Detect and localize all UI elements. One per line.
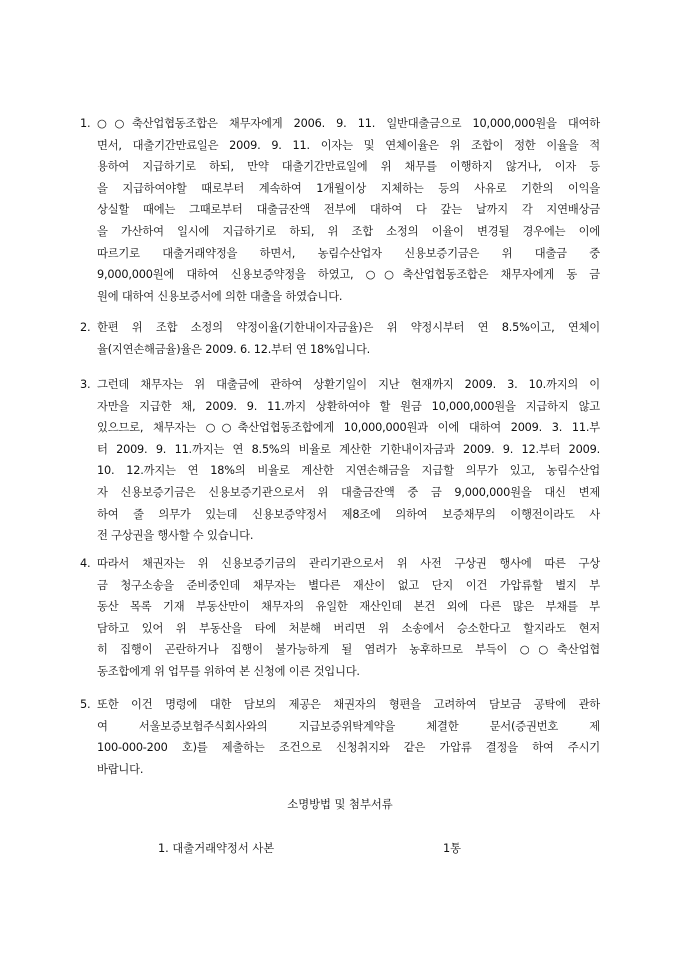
paragraph-line <box>80 374 600 396</box>
paragraph-2 <box>80 317 600 360</box>
paragraph-number: 4. <box>80 557 91 570</box>
paragraph-line: 있으므로, 채무자는 ○○축산업협동조합에게 10,000,000원과 이에 대하여 2009. 3. 11.부 <box>97 421 600 435</box>
paragraph-line: 바랍니다. <box>97 762 144 776</box>
paragraph-text: ○○축산업협동조합은 채무자에게 2006. 9. 11. 일반대출금으로 10,000,000원을 대여하 <box>97 117 600 130</box>
paragraph-line: 자만을 지급한 채, 2009. 9. 11.까지 상환하여야 할 원금 10,000,000원을 지급하지 않고 <box>97 399 600 413</box>
paragraph-text: 또한 이건 명령에 대한 담보의 제공은 채권자의 형편을 고려하여 담보금 공탁에 관하 <box>97 698 600 711</box>
attachment-count: 1통 <box>443 842 462 855</box>
paragraph-1 <box>80 113 600 307</box>
paragraph-line: 여 서울보증보험주식회사와의 지급보증위탁계약을 체결한 문서(증권번호 제 <box>97 719 600 733</box>
paragraph-line: 따르기로 대출거래약정을 하면서, 농림수산업자 신용보증기금은 위 대출금 중 <box>97 246 600 260</box>
paragraph-line: 담하고 있어 위 부동산을 타에 처분해 버리면 위 소송에서 승소한다고 할지라도 현저 <box>97 621 600 635</box>
paragraph-line <box>80 317 600 339</box>
paragraph-line: 터 2009. 9. 11.까지는 연 8.5%의 비율로 계산한 기한내이자금과 2009. 9. 12.부터 2009. <box>97 442 600 456</box>
paragraph-line: 히 집행이 곤란하거나 집행이 불가능하게 될 염려가 농후하므로 부득이 ○○축산업협 <box>97 643 600 657</box>
paragraph-text: 그런데 채무자는 위 대출금에 관하여 상환기일이 지난 현재까지 2009. 3. 10.까지의 이 <box>97 378 600 391</box>
paragraph-line: 면서, 대출기간만료일은 2009. 9. 11. 이자는 및 연체이율은 위 조합이 정한 이율을 적 <box>97 138 600 152</box>
paragraph-text: 한편 위 조합 소정의 약정이율(기한내이자금율)은 위 약정시부터 연 8.5%이고, 연체이 <box>97 321 600 334</box>
paragraph-line: 을 지급하여야할 때로부터 계속하여 1개월이상 지체하는 등의 사유로 기한의 이익을 <box>97 181 600 195</box>
paragraph-5 <box>80 694 600 780</box>
paragraph-text: 따라서 채권자는 위 신용보증기금의 관리기관으로서 위 사전 구상권 행사에 따른 구상 <box>97 557 600 570</box>
paragraph-line: 상실할 때에는 그때로부터 대출금잔액 전부에 대하여 다 갚는 날까지 각 지연배상금 <box>97 203 600 217</box>
paragraph-line: 금 청구소송을 준비중인데 채무자는 별다른 재산이 없고 단지 이건 가압류할 별지 부 <box>97 578 600 592</box>
paragraph-line: 하여 줄 의무가 있는데 신용보증약정서 제8조에 의하여 보증채무의 이행전이라도 사 <box>97 507 600 521</box>
paragraph-line: 10. 12.까지는 연 18%의 비율로 계산한 지연손해금을 지급할 의무가 있고, 농림수산업 <box>97 464 600 478</box>
paragraph-line: 을 가산하여 일시에 지급하기로 하되, 위 조합 소정의 이율이 변경될 경우에는 이에 <box>97 224 600 238</box>
paragraph-number: 1. <box>80 117 91 130</box>
paragraph-line: 자 신용보증기금은 신용보증기관으로서 위 대출금잔액 중 금 9,000,000원을 대신 변제 <box>97 485 600 499</box>
paragraph-4 <box>80 553 600 683</box>
paragraph-line <box>80 694 600 716</box>
paragraph-line: 원에 대하여 신용보증서에 의한 대출을 하였습니다. <box>97 289 343 303</box>
paragraph-number: 3. <box>80 378 91 391</box>
paragraph-line <box>80 553 600 575</box>
paragraph-line: 용하여 지급하기로 하되, 만약 대출기간만료일에 위 채무를 이행하지 않거나, 이자 등 <box>97 160 600 174</box>
paragraph-line: 전 구상권을 행사할 수 있습니다. <box>97 529 254 543</box>
paragraph-line: 9,000,000원에 대하여 신용보증약정을 하였고, ○○축산업협동조합은 채무자에게 동 금 <box>97 268 600 282</box>
paragraph-line: 동산 목록 기재 부동산만이 채무자의 유일한 재산인데 본건 외에 다른 많은 부채를 부 <box>97 600 600 614</box>
paragraph-number: 2. <box>80 321 91 334</box>
section-heading: 소명방법 및 첨부서류 <box>287 798 393 811</box>
paragraph-3 <box>80 374 600 547</box>
paragraph-line <box>80 113 600 135</box>
attachment-label: 1. 대출거래약정서 사본 <box>158 842 275 855</box>
paragraph-number: 5. <box>80 698 91 711</box>
paragraph-line: 율(지연손해금율)율은 2009. 6. 12.부터 연 18%입니다. <box>97 342 371 356</box>
paragraph-line: 동조합에게 위 업무를 위하여 본 신청에 이른 것입니다. <box>97 664 360 678</box>
paragraph-line: 100-000-200 호)를 제출하는 조건으로 신청취지와 같은 가압류 결정을 하여 주시기 <box>97 741 600 755</box>
